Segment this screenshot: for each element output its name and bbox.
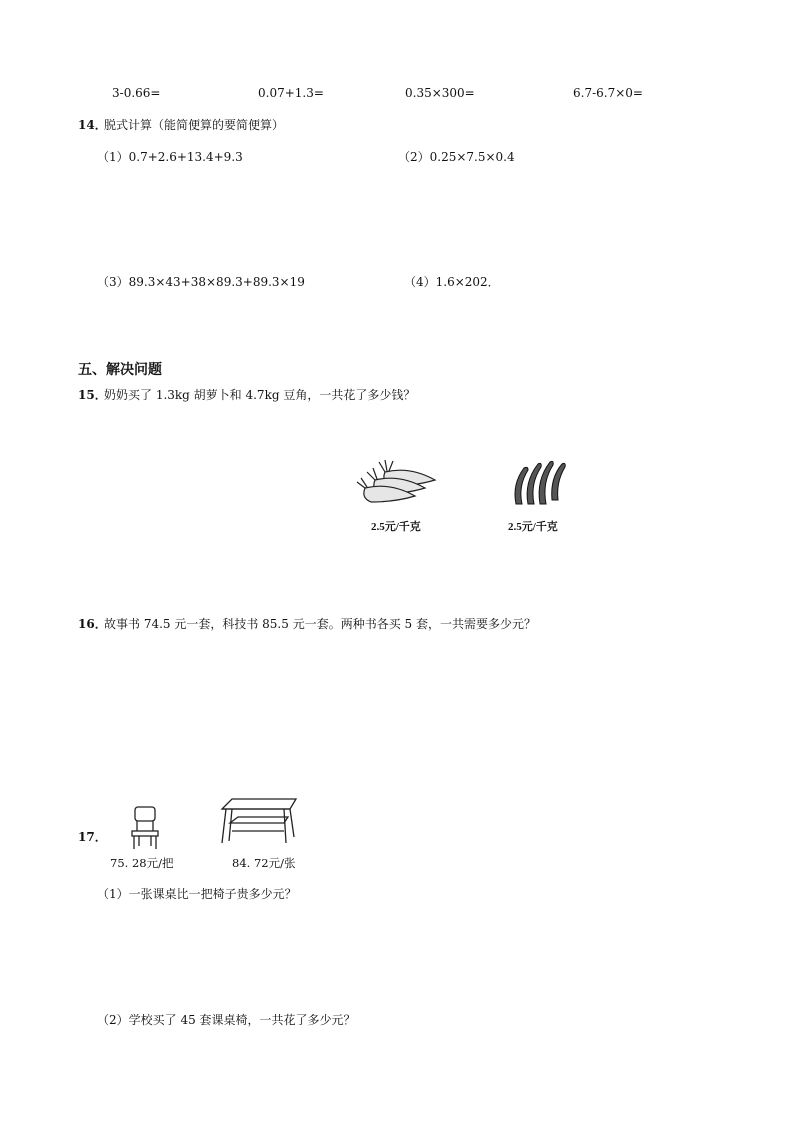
- q14-item-2: （2）0.25×7.5×0.4: [398, 150, 515, 164]
- q17-number: 17．: [78, 830, 107, 844]
- section-title: 五、解决问题: [78, 362, 162, 378]
- q14-item-4: （4）1.6×202．: [404, 275, 500, 289]
- q17-sub-2: （2）学校买了 45 套课桌椅，一共花了多少元？: [97, 1013, 356, 1027]
- q15-text: 奶奶买了 1.3kg 胡萝卜和 4.7kg 豆角，一共花了多少钱？: [104, 388, 416, 402]
- desk-price: 84. 72元/张: [232, 856, 296, 870]
- q14-item-1: （1）0.7+2.6+13.4+9.3: [97, 150, 243, 164]
- q14-item-3: （3）89.3×43+38×89.3+89.3×19: [97, 275, 305, 289]
- carrot-icon: [355, 458, 445, 504]
- expr-3: 0.35×300=: [405, 86, 475, 100]
- carrot-price: 2.5元/千克: [371, 521, 421, 533]
- desk-icon: [218, 797, 300, 847]
- expr-2: 0.07+1.3=: [258, 86, 324, 100]
- q15-number: 15．: [78, 388, 107, 402]
- q14-number: 14．: [78, 118, 107, 132]
- expr-4: 6.7-6.7×0=: [573, 86, 643, 100]
- bean-price: 2.5元/千克: [508, 521, 558, 533]
- q14-title: 脱式计算（能简便算的要简便算）: [104, 118, 285, 132]
- green-bean-icon: [508, 456, 568, 508]
- q17-sub-1: （1）一张课桌比一把椅子贵多少元？: [97, 887, 297, 901]
- q16-number: 16．: [78, 617, 107, 631]
- q16-text: 故事书 74.5 元一套，科技书 85.5 元一套。两种书各买 5 套，一共需要多少元？: [104, 617, 536, 631]
- chair-icon: [126, 805, 164, 851]
- chair-price: 75. 28元/把: [110, 856, 174, 870]
- expr-1: 3-0.66=: [112, 86, 161, 100]
